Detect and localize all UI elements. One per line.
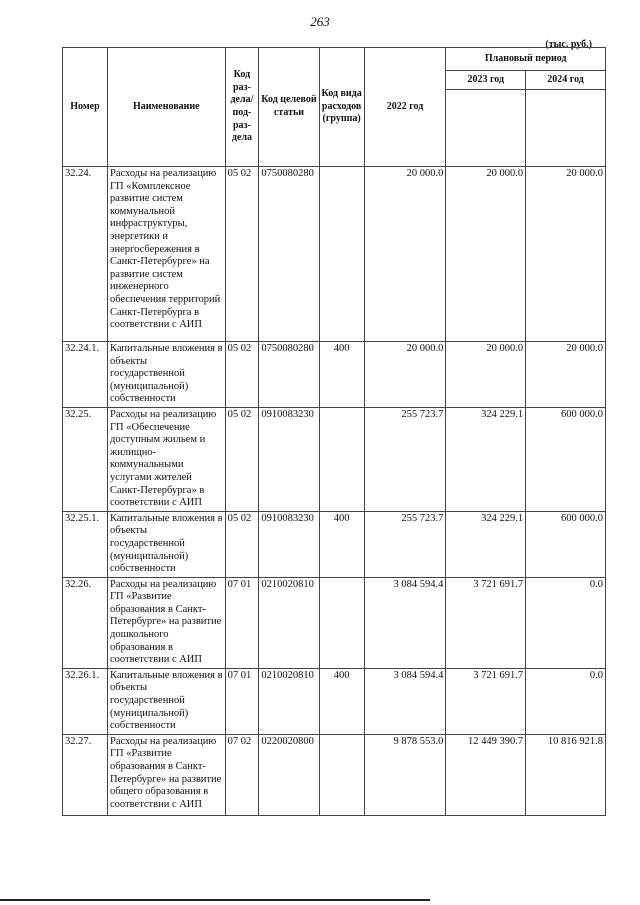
table-row (63, 734, 606, 815)
row-section: 07 01 (225, 577, 259, 668)
row-2023: 12 449 390.7 (446, 734, 526, 815)
header-planning-period: Плановый период (446, 48, 606, 71)
bottom-rule (0, 899, 430, 901)
row-2022: 3 084 594.4 (364, 668, 446, 734)
row-expense-type (319, 577, 364, 668)
row-expense-type (319, 407, 364, 511)
header-year-2022: 2022 год (364, 48, 446, 167)
header-section: Код раз-дела/ под-раз-дела (225, 48, 259, 167)
row-2022: 255 723.7 (364, 407, 446, 511)
row-2022: 255 723.7 (364, 511, 446, 577)
budget-table (62, 47, 606, 816)
row-expense-type: 400 (319, 511, 364, 577)
units-note: (тыс. руб.) (545, 39, 592, 50)
header-spacer-2024 (526, 90, 606, 167)
header-year-2024: 2024 год (526, 71, 606, 90)
table-row (63, 407, 606, 511)
table-row (63, 577, 606, 668)
row-2024: 10 816 921.8 (526, 734, 606, 815)
row-name: Капитальные вложения в объекты государственной (муниципальной) собственности (107, 342, 225, 408)
row-expense-type (319, 734, 364, 815)
row-article: 0910083230 (259, 511, 319, 577)
row-name: Расходы на реализацию ГП «Комплексное развитие систем коммунальной инфраструктуры, энергетики и энергосбережения в Санкт-Петербурге» на развитие систем инженерного обеспечения территорий Санкт-Петербурга в соответствии с АИП (107, 167, 225, 342)
row-2024: 600 000.0 (526, 511, 606, 577)
row-number: 32.24.1. (63, 342, 108, 408)
header-expense-type: Код вида расходов (группа) (319, 48, 364, 167)
row-2024: 20 000.0 (526, 167, 606, 342)
row-2024: 0.0 (526, 668, 606, 734)
row-2024: 600 000.0 (526, 407, 606, 511)
row-section: 07 02 (225, 734, 259, 815)
header-spacer-2023 (446, 90, 526, 167)
row-article: 0750080280 (259, 342, 319, 408)
row-2023: 324 229.1 (446, 511, 526, 577)
row-2023: 3 721 691.7 (446, 577, 526, 668)
page-number: 263 (310, 14, 330, 29)
row-article: 0220020800 (259, 734, 319, 815)
row-name: Расходы на реализацию ГП «Развитие образования в Санкт-Петербурге» на развитие общего образования в соответствии с АИП (107, 734, 225, 815)
row-article: 0910083230 (259, 407, 319, 511)
row-section: 05 02 (225, 407, 259, 511)
row-2023: 20 000.0 (446, 167, 526, 342)
row-2023: 324 229.1 (446, 407, 526, 511)
row-2022: 20 000.0 (364, 342, 446, 408)
row-expense-type: 400 (319, 668, 364, 734)
row-2023: 3 721 691.7 (446, 668, 526, 734)
row-number: 32.24. (63, 167, 108, 342)
row-name: Капитальные вложения в объекты государственной (муниципальной) собственности (107, 668, 225, 734)
table-row (63, 668, 606, 734)
header-target-article: Код целевой статьи (259, 48, 319, 167)
row-number: 32.27. (63, 734, 108, 815)
row-section: 05 02 (225, 511, 259, 577)
row-2022: 9 878 553.0 (364, 734, 446, 815)
row-2024: 20 000.0 (526, 342, 606, 408)
table-row (63, 511, 606, 577)
row-number: 32.26.1. (63, 668, 108, 734)
row-2023: 20 000.0 (446, 342, 526, 408)
row-article: 0750080280 (259, 167, 319, 342)
table-row (63, 167, 606, 342)
table-row (63, 342, 606, 408)
row-article: 0210020810 (259, 577, 319, 668)
row-number: 32.25.1. (63, 511, 108, 577)
row-section: 07 01 (225, 668, 259, 734)
row-2022: 20 000.0 (364, 167, 446, 342)
row-section: 05 02 (225, 167, 259, 342)
row-expense-type: 400 (319, 342, 364, 408)
row-name: Расходы на реализацию ГП «Развитие образования в Санкт-Петербурге» на развитие дошкольного образования в соответствии с АИП (107, 577, 225, 668)
header-year-2023: 2023 год (446, 71, 526, 90)
row-2024: 0.0 (526, 577, 606, 668)
header-number: Номер (63, 48, 108, 167)
row-2022: 3 084 594.4 (364, 577, 446, 668)
row-expense-type (319, 167, 364, 342)
row-name: Капитальные вложения в объекты государственной (муниципальной) собственности (107, 511, 225, 577)
row-section: 05 02 (225, 342, 259, 408)
row-number: 32.25. (63, 407, 108, 511)
header-name: Наименование (107, 48, 225, 167)
row-article: 0210020810 (259, 668, 319, 734)
row-name: Расходы на реализацию ГП «Обеспечение доступным жильем и жилищно-коммунальными услугами жителей Санкт-Петербурга» в соответствии с АИП (107, 407, 225, 511)
row-number: 32.26. (63, 577, 108, 668)
